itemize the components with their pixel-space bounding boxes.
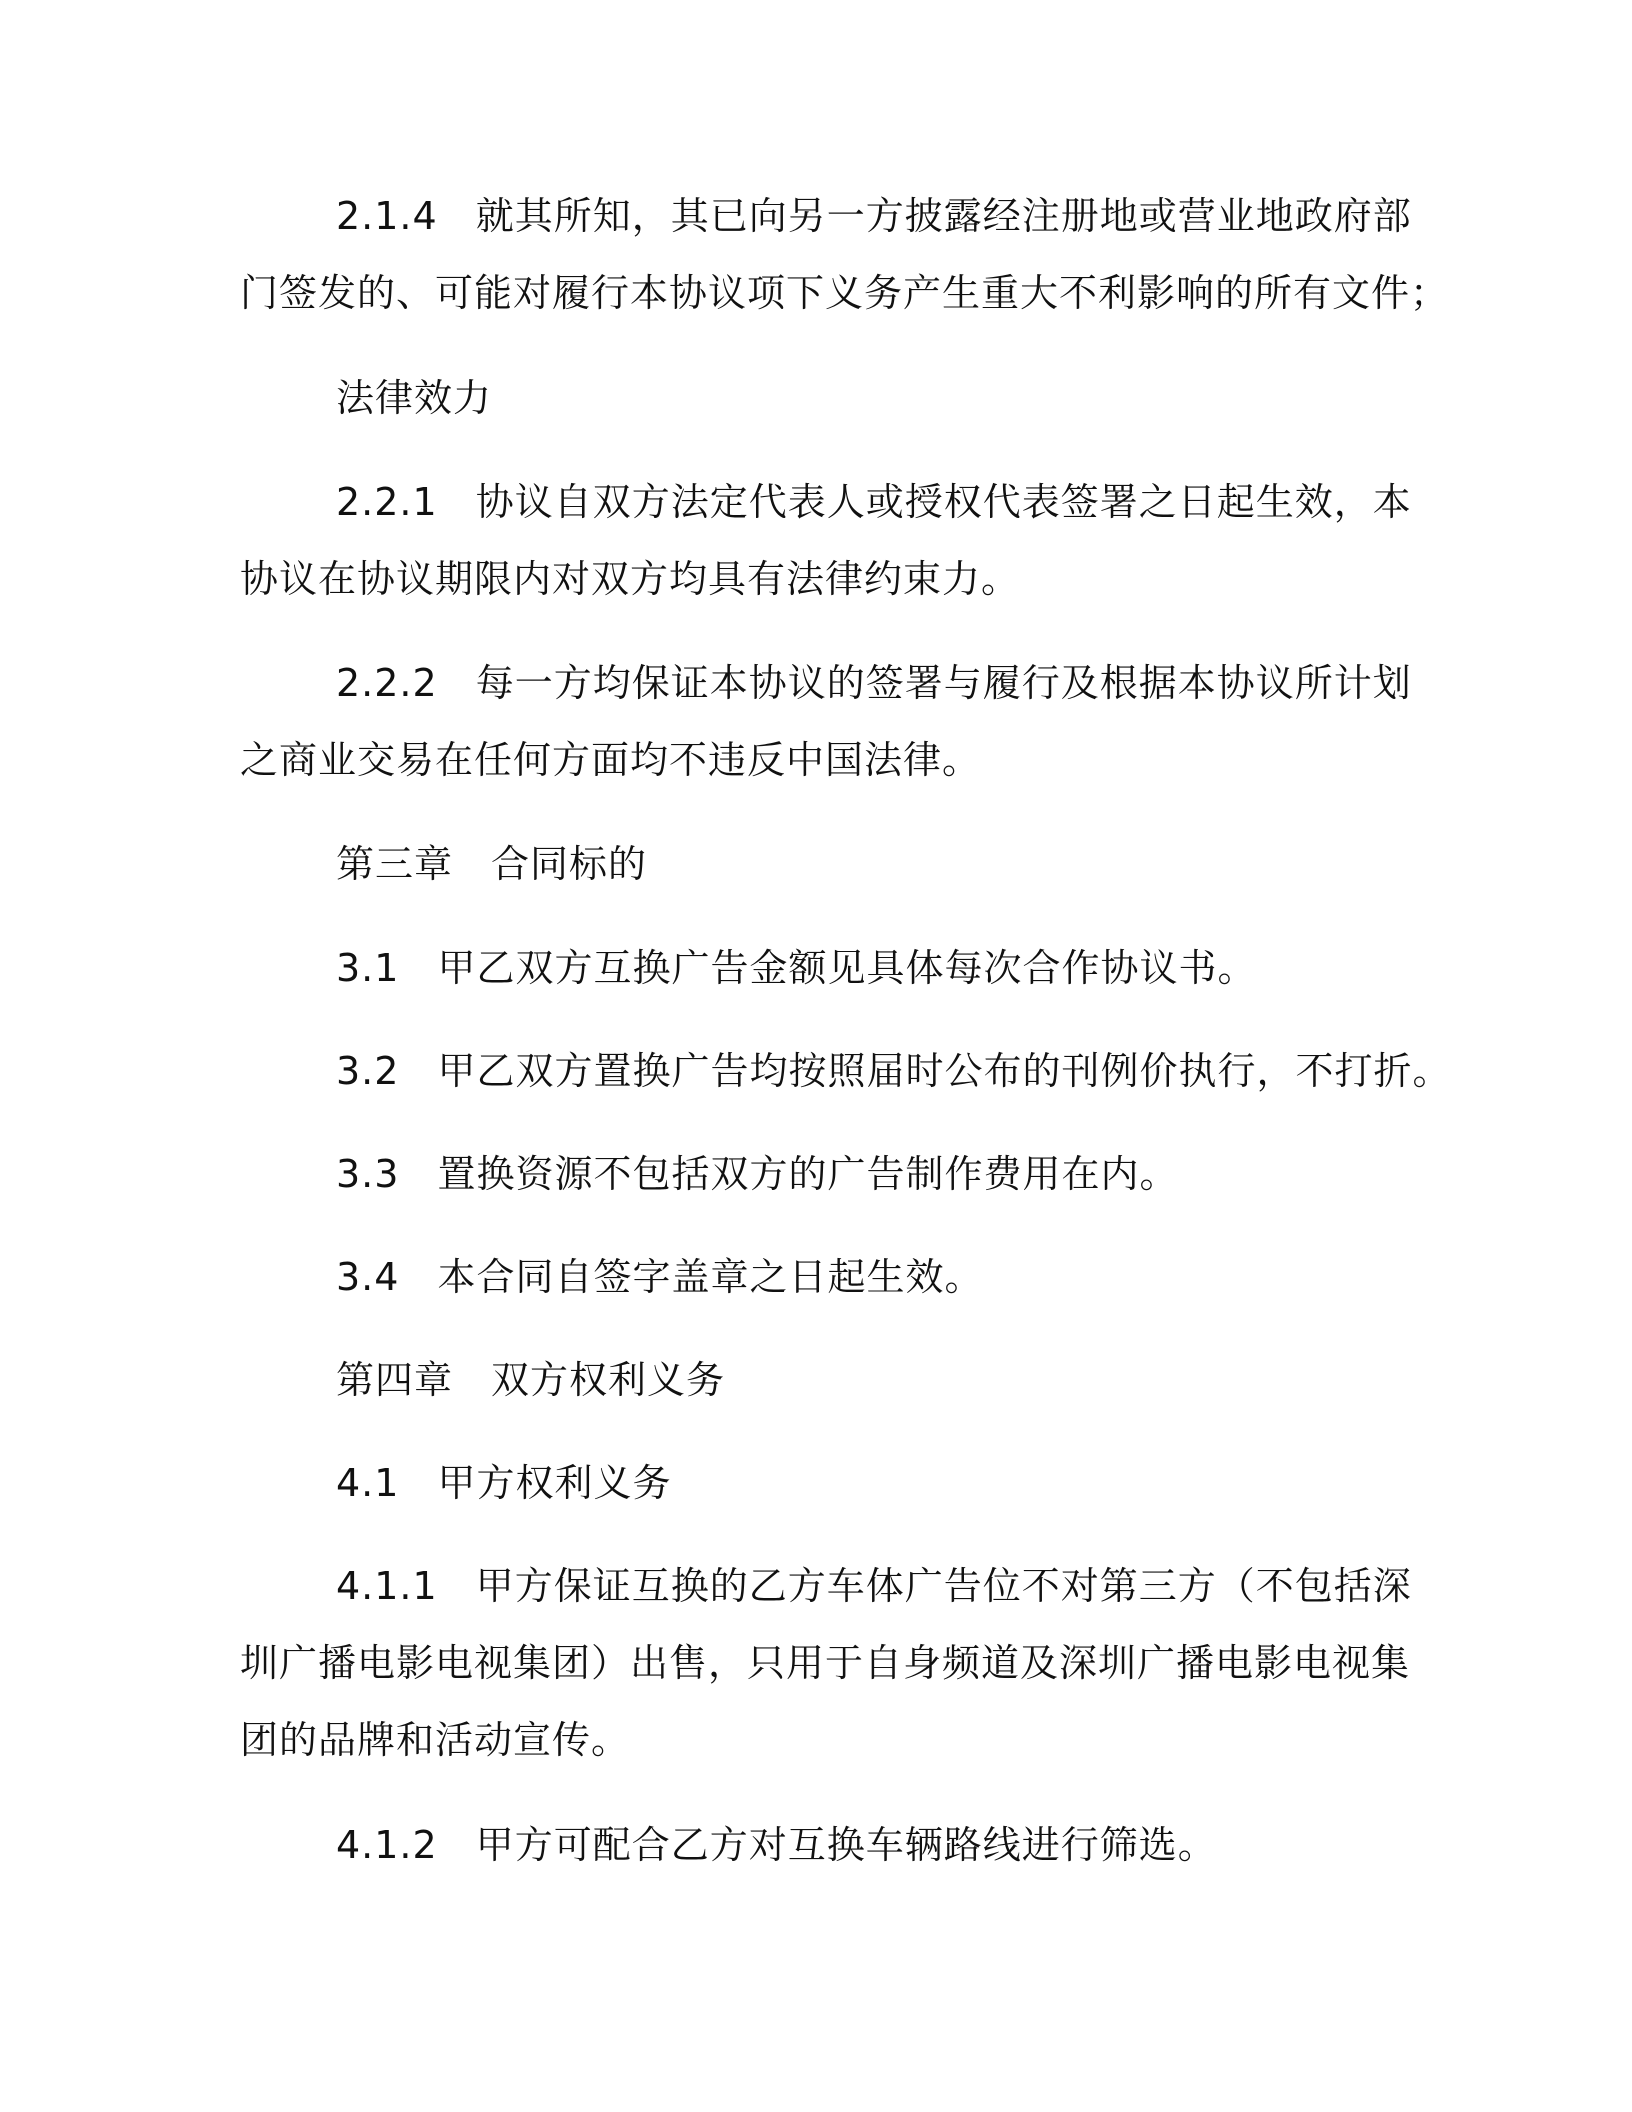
clause-text-line: 协议在协议期限内对双方均具有法律约束力。	[240, 557, 1021, 601]
clause-first-line	[240, 1807, 1380, 1884]
clause-2-1-4	[240, 178, 1450, 332]
clause-text: 甲方可配合乙方对互换车辆路线进行筛选。	[475, 1823, 1217, 1867]
clause-2-2-2	[240, 645, 1412, 799]
clause-text-line: 门签发的、可能对履行本协议项下义务产生重大不利影响的所有文件；	[240, 271, 1450, 315]
clause-3-1	[240, 930, 1380, 1007]
clause-text: 甲方权利义务	[437, 1461, 672, 1505]
clause-text: 就其所知，其已向另一方披露经注册地或营业地政府部	[475, 194, 1412, 238]
clause-4-1-1	[240, 1548, 1412, 1779]
clause-2-2-1	[240, 464, 1412, 618]
clause-text: 甲乙双方互换广告金额见具体每次合作协议书。	[437, 946, 1257, 990]
chapter-title: 双方权利义务	[491, 1358, 726, 1402]
clause-first-line	[240, 1548, 1412, 1625]
clause-text: 甲乙双方置换广告均按照届时公布的刊例价执行，不打折。	[437, 1049, 1452, 1093]
clause-first-line	[240, 645, 1412, 722]
clause-text: 协议自双方法定代表人或授权代表签署之日起生效，本	[475, 480, 1412, 524]
chapter-3-heading	[240, 826, 1380, 903]
clause-number: 4.1.1	[336, 1564, 438, 1608]
clause-text-line: 之商业交易在任何方面均不违反中国法律。	[240, 738, 982, 782]
clause-number: 2.1.4	[336, 194, 438, 238]
clause-first-line	[240, 1239, 1380, 1316]
clause-first-line	[240, 1033, 1452, 1110]
clause-text: 甲方保证互换的乙方车体广告位不对第三方（不包括深	[475, 1564, 1412, 1608]
clause-text: 本合同自签字盖章之日起生效。	[437, 1255, 984, 1299]
clause-first-line	[240, 1136, 1380, 1213]
clause-4-1	[240, 1445, 1380, 1522]
clause-first-line	[240, 930, 1380, 1007]
clause-text: 每一方均保证本协议的签署与履行及根据本协议所计划	[475, 661, 1412, 705]
clause-3-3	[240, 1136, 1380, 1213]
chapter-4-heading	[240, 1342, 1380, 1419]
clause-4-1-2	[240, 1807, 1380, 1884]
clause-number: 4.1.2	[336, 1823, 438, 1867]
clause-text: 置换资源不包括双方的广告制作费用在内。	[437, 1152, 1179, 1196]
clause-first-line	[240, 178, 1412, 255]
chapter-label: 第三章	[336, 842, 454, 886]
chapter-line	[240, 826, 1380, 903]
clause-first-line	[240, 464, 1412, 541]
chapter-title: 合同标的	[491, 842, 648, 886]
chapter-label: 第四章	[336, 1358, 454, 1402]
clause-number: 2.2.1	[336, 480, 438, 524]
section-heading-legal-effect	[240, 360, 1380, 437]
clause-text-line: 圳广播电影电视集团）出售，只用于自身频道及深圳广播电影电视集	[240, 1641, 1411, 1685]
clause-number: 4.1	[336, 1461, 400, 1505]
chapter-line	[240, 1342, 1380, 1419]
clause-number: 3.4	[336, 1255, 400, 1299]
clause-3-2	[240, 1033, 1452, 1110]
clause-number: 2.2.2	[336, 661, 438, 705]
section-heading: 法律效力	[336, 376, 493, 420]
clause-number: 3.2	[336, 1049, 400, 1093]
clause-number: 3.3	[336, 1152, 400, 1196]
clause-first-line	[240, 1445, 1380, 1522]
clause-text-line: 团的品牌和活动宣传。	[240, 1718, 631, 1762]
clause-3-4	[240, 1239, 1380, 1316]
clause-number: 3.1	[336, 946, 400, 990]
